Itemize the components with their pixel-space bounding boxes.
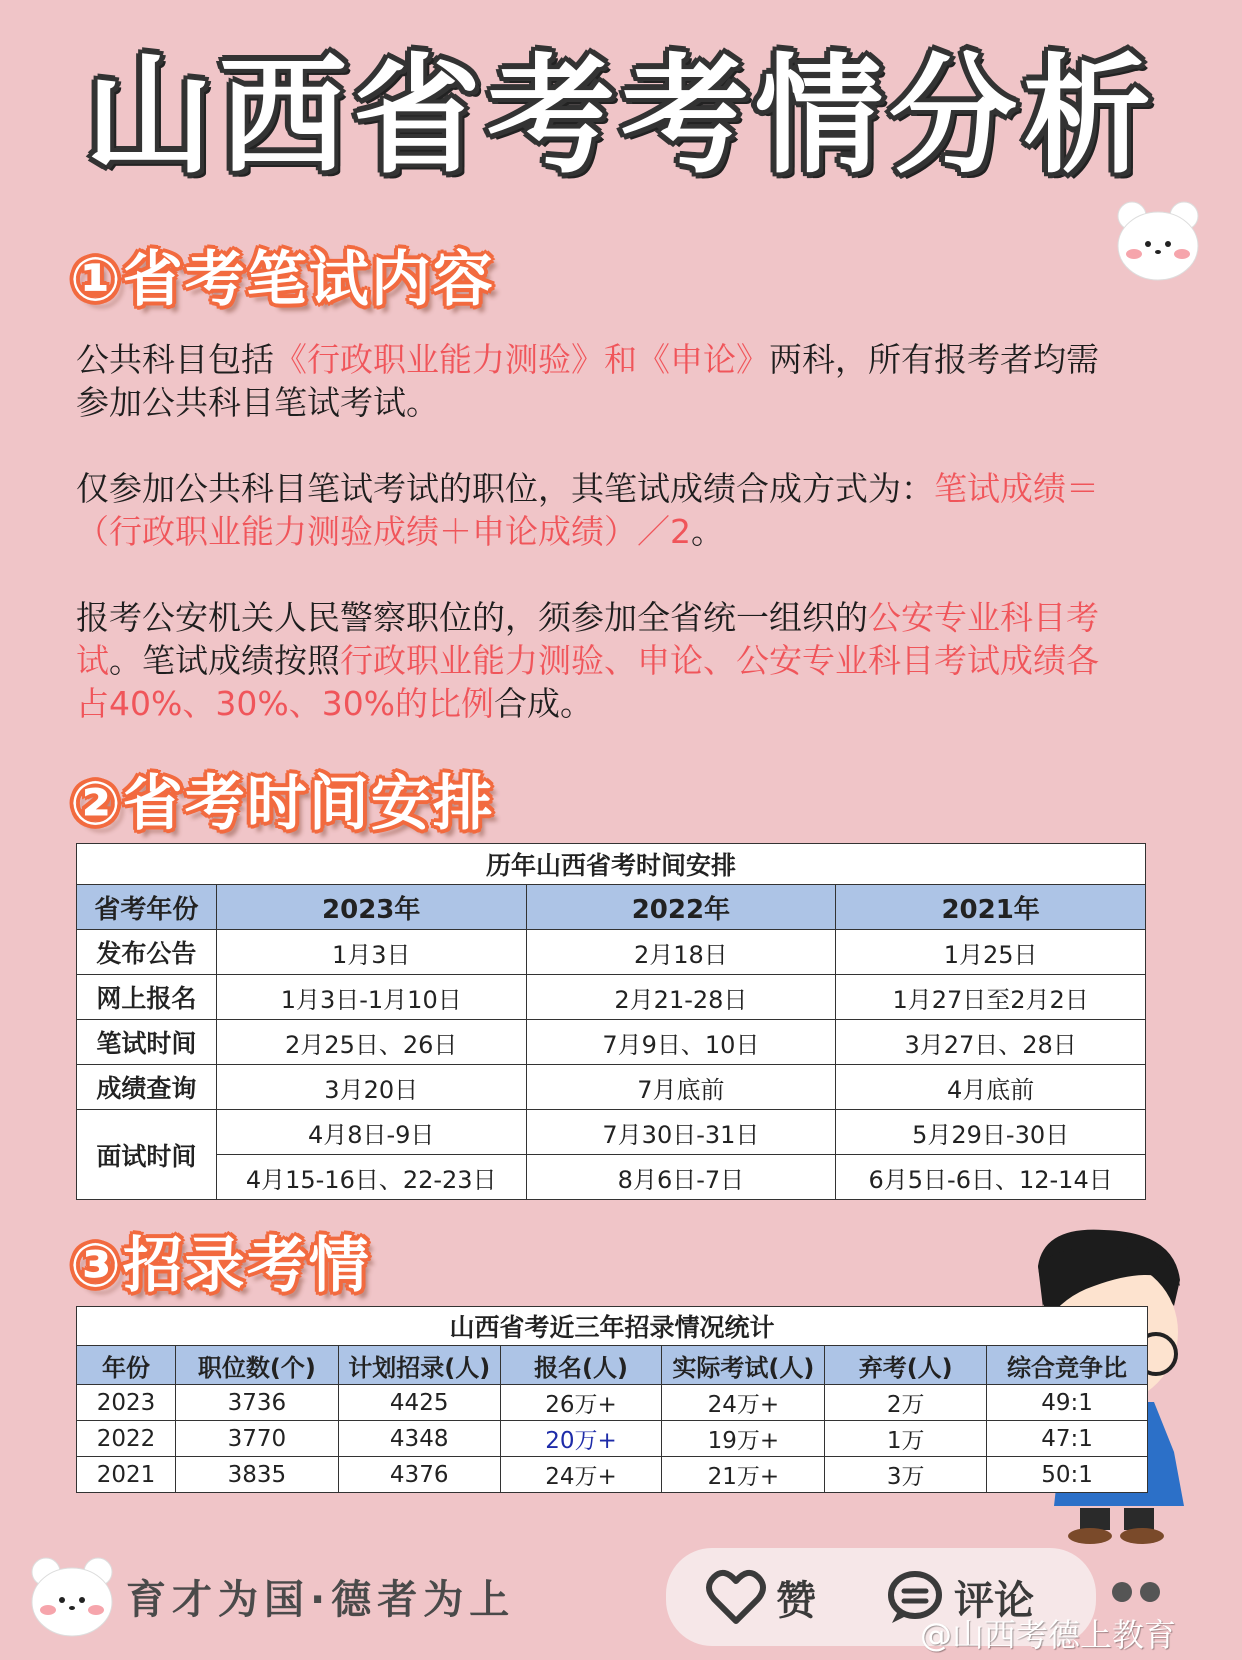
column-header: 计划招录(人) [338, 1346, 500, 1385]
like-button[interactable] [706, 1548, 816, 1646]
column-header: 实际考试(人) [662, 1346, 825, 1385]
table-cell: 24万+ [662, 1385, 825, 1421]
table-cell: 3万 [825, 1457, 987, 1493]
table-cell: 5月29日-30日 [836, 1110, 1146, 1155]
table-cell: 3月20日 [216, 1065, 526, 1110]
table-cell: 1月25日 [836, 930, 1146, 975]
footer-slogan: 育才为国·德者为上 [126, 1577, 516, 1623]
table-row [77, 1385, 1148, 1421]
text: 。 [691, 512, 724, 551]
highlight-text: 《行政职业能力测验》和《申论》 [274, 340, 769, 379]
highlight-text: 公安专业科目考试 [76, 598, 1099, 680]
table-cell: 1月3日-1月10日 [216, 975, 526, 1020]
page-title: 山西省考考情分析 [84, 42, 1157, 191]
table-cell: 49:1 [987, 1385, 1148, 1421]
column-header: 弃考(人) [825, 1346, 987, 1385]
section-heading-written-exam: ①省考笔试内容 [70, 245, 495, 315]
table-row [77, 1457, 1148, 1493]
paragraph-police-exam [76, 596, 1124, 725]
table-cell: 19万+ [662, 1421, 825, 1457]
table-cell: 20万+ [500, 1421, 662, 1457]
table-cell: 2022 [77, 1421, 176, 1457]
row-label: 笔试时间 [77, 1020, 217, 1065]
heart-icon [706, 1569, 766, 1625]
table-cell: 50:1 [987, 1457, 1148, 1493]
schedule-table [76, 843, 1146, 1200]
column-header: 省考年份 [77, 885, 217, 930]
table-cell: 7月30日-31日 [526, 1110, 836, 1155]
table-cell: 2023 [77, 1385, 176, 1421]
column-header: 年份 [77, 1346, 176, 1385]
text: 两科，所有报考者均需参加公共科目笔试考试。 [76, 340, 1099, 422]
section-heading-schedule: ②省考时间安排 [70, 769, 495, 839]
text: 。笔试成绩按照 [109, 641, 340, 680]
row-label: 网上报名 [77, 975, 217, 1020]
table-cell: 8月6日-7日 [526, 1155, 836, 1200]
table-cell: 2月21-28日 [526, 975, 836, 1020]
table-cell: 4月底前 [836, 1065, 1146, 1110]
table-cell: 21万+ [662, 1457, 825, 1493]
row-label: 发布公告 [77, 930, 217, 975]
table-cell: 4月15-16日、22-23日 [216, 1155, 526, 1200]
highlight-text: 笔试成绩＝（行政职业能力测验成绩＋申论成绩）／2 [76, 469, 1099, 551]
table-cell: 3月27日、28日 [836, 1020, 1146, 1065]
column-header: 2021年 [836, 885, 1146, 930]
recruitment-table [76, 1306, 1148, 1493]
table-cell: 6月5日-6日、12-14日 [836, 1155, 1146, 1200]
column-header: 职位数(个) [175, 1346, 338, 1385]
table-caption: 历年山西省考时间安排 [77, 844, 1146, 885]
section-heading-recruitment: ③招录考情 [70, 1231, 371, 1301]
table-row [77, 1065, 1146, 1110]
text: 仅参加公共科目笔试考试的职位，其笔试成绩合成方式为： [76, 469, 934, 508]
column-header: 综合竞争比 [987, 1346, 1148, 1385]
row-label: 成绩查询 [77, 1065, 217, 1110]
table-cell: 3736 [175, 1385, 338, 1421]
highlight-text: 行政职业能力测验、申论、公安专业科目考试成绩各占40%、30%、30%的比例 [76, 641, 1099, 723]
table-cell: 1万 [825, 1421, 987, 1457]
table-cell: 4376 [338, 1457, 500, 1493]
table-cell: 2月18日 [526, 930, 836, 975]
table-cell: 26万+ [500, 1385, 662, 1421]
row-label: 面试时间 [77, 1110, 217, 1200]
column-header: 报名(人) [500, 1346, 662, 1385]
bear-mascot-icon [26, 1552, 118, 1640]
paragraph-score-formula [76, 467, 1124, 553]
table-row [77, 975, 1146, 1020]
table-cell: 4425 [338, 1385, 500, 1421]
column-header: 2023年 [216, 885, 526, 930]
table-cell: 1月3日 [216, 930, 526, 975]
paragraph-subjects [76, 338, 1124, 424]
more-dots-icon[interactable] [1112, 1582, 1168, 1606]
table-cell: 1月27日至2月2日 [836, 975, 1146, 1020]
text: 报考公安机关人民警察职位的，须参加全省统一组织的 [76, 598, 868, 637]
text: 公共科目包括 [76, 340, 274, 379]
table-cell: 47:1 [987, 1421, 1148, 1457]
bear-mascot-icon [1112, 196, 1204, 284]
table-cell: 3835 [175, 1457, 338, 1493]
comment-label: 评论 [954, 1577, 1034, 1624]
like-label: 赞 [776, 1577, 816, 1624]
table-row [77, 930, 1146, 975]
table-cell: 2021 [77, 1457, 176, 1493]
column-header: 2022年 [526, 885, 836, 930]
table-cell: 2万 [825, 1385, 987, 1421]
table-row [77, 1110, 1146, 1155]
watermark: @山西考德上教育 [920, 1616, 1177, 1654]
table-cell: 3770 [175, 1421, 338, 1457]
table-cell: 4月8日-9日 [216, 1110, 526, 1155]
table-caption: 山西省考近三年招录情况统计 [77, 1307, 1148, 1346]
text: 合成。 [494, 684, 594, 723]
table-cell: 7月底前 [526, 1065, 836, 1110]
table-cell: 7月9日、10日 [526, 1020, 836, 1065]
table-row [77, 1155, 1146, 1200]
table-cell: 24万+ [500, 1457, 662, 1493]
table-cell: 4348 [338, 1421, 500, 1457]
table-row [77, 1020, 1146, 1065]
table-cell: 2月25日、26日 [216, 1020, 526, 1065]
table-row [77, 1421, 1148, 1457]
